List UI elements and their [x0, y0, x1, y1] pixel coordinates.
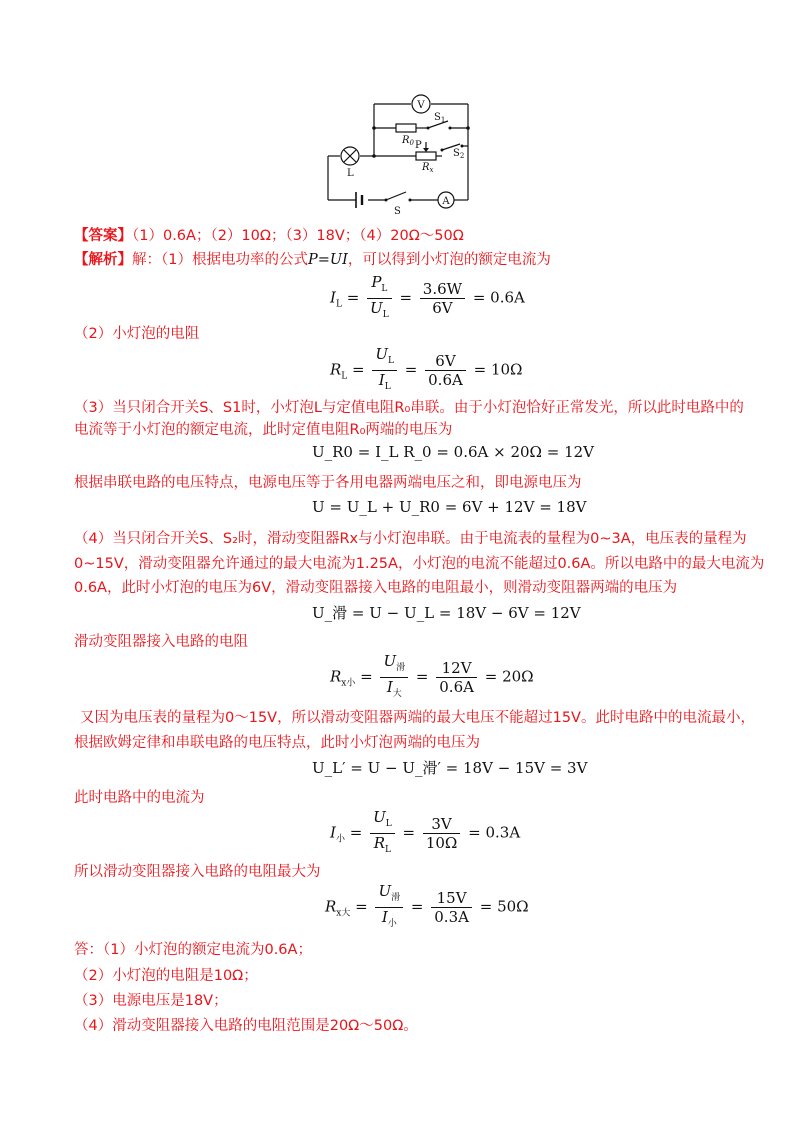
- power-formula: P=UI: [307, 252, 348, 268]
- analysis-line-5: 根据串联电路的电压特点，电源电压等于各用电器两端电压之和，即电源电压为: [74, 475, 582, 491]
- equation-3: U_R0 = I_L R_0 = 0.6A × 20Ω = 12V: [312, 443, 595, 461]
- equation-1: $I_L$ = $\frac{P_L}{U_L}$ = $\frac{3.6W}{6V}$ = 0.6A: [330, 273, 525, 320]
- analysis-line-12: 此时电路中的电流为: [74, 790, 205, 806]
- analysis-line-13: 所以滑动变阻器接入电路的电阻最大为: [74, 864, 321, 880]
- conclusion-line-2: （2）小灯泡的电阻是10Ω；: [74, 968, 258, 984]
- analysis-line-1: 【解析】解：（1）根据电功率的公式P=UI，可以得到小灯泡的额定电流为: [74, 252, 551, 268]
- analysis-line-4: 电流等于小灯泡的额定电流，此时定值电阻R₀两端的电压为: [74, 422, 453, 438]
- analysis-line-10: 又因为电压表的量程为0～15V，所以滑动变阻器两端的最大电压不能超过15V。此时电路中的电流最小，: [80, 710, 755, 726]
- answer-text: （1）0.6A；（2）10Ω；（3）18V；（4）20Ω～50Ω: [132, 228, 464, 244]
- analysis-line-8: 0.6A，此时小灯泡的电压为6V，滑动变阻器接入电路的电阻最小，则滑动变阻器两端的电压为: [74, 580, 678, 596]
- conclusion-line-4: （4）滑动变阻器接入电路的电阻范围是20Ω～50Ω。: [74, 1018, 418, 1034]
- lamp-label: L: [347, 168, 354, 179]
- equation-7: U_L′ = U − U_滑′ = 18V − 15V = 3V: [312, 759, 588, 777]
- analysis-line-2: （2）小灯泡的电阻: [74, 326, 200, 342]
- equation-9: $R_{x大}$ = $\frac{U_滑}{I_小}$ = $\frac{15V}{0.3A}$ = 50Ω: [325, 882, 529, 929]
- slider-p-label: P: [415, 140, 422, 151]
- analysis-line-6: （4）当只闭合开关S、S₂时，滑动变阻器Rx与小灯泡串联。由于电流表的量程为0~3A，电压表的量程为: [74, 531, 747, 547]
- analysis-tag: 【解析】: [74, 252, 132, 268]
- equation-8: $I_小$ = $\frac{U_L}{R_L}$ = $\frac{3V}{10\Omega}$ = 0.3A: [330, 808, 521, 855]
- voltmeter-label: V: [417, 100, 425, 111]
- analysis-line-11: 根据欧姆定律和串联电路的电压特点，此时小灯泡两端的电压为: [74, 735, 480, 751]
- equation-5: U_滑 = U − U_L = 18V − 6V = 12V: [312, 604, 581, 622]
- answer-line: [74, 226, 464, 246]
- equation-4: U = U_L + U_R0 = 6V + 12V = 18V: [312, 498, 587, 516]
- switch-s1-label: $S_1$: [434, 112, 446, 124]
- ammeter-label: A: [442, 196, 450, 207]
- rx-label: $R_x$: [422, 162, 434, 174]
- circuit-diagram: [318, 88, 478, 220]
- r0-label: $R_0$: [402, 135, 414, 147]
- answer-tag: 【答案】: [74, 228, 132, 244]
- equation-6: $R_{x小}$ = $\frac{U_滑}{I_大}$ = $\frac{12V}{0.6A}$ = 20Ω: [330, 652, 534, 699]
- analysis-line-3: （3）当只闭合开关S、S1时，小灯泡L与定值电阻R₀串联。由于小灯泡恰好正常发光，所以此时电路中的: [74, 400, 744, 416]
- switch-s-label: S: [394, 206, 401, 217]
- switch-s2-label: $S_2$: [453, 148, 465, 160]
- equation-2: $R_L$ = $\frac{U_L}{I_L}$ = $\frac{6V}{0.6A}$ = 10Ω: [330, 345, 523, 392]
- analysis-line-9: 滑动变阻器接入电路的电阻: [74, 634, 248, 650]
- analysis-line-7: 0~15V，滑动变阻器允许通过的最大电流为1.25A，小灯泡的电流不能超过0.6A。所以电路中的最大电流为: [74, 556, 765, 572]
- conclusion-line-1: 答：（1）小灯泡的额定电流为0.6A；: [74, 942, 312, 958]
- conclusion-line-3: （3）电源电压是18V；: [74, 993, 228, 1009]
